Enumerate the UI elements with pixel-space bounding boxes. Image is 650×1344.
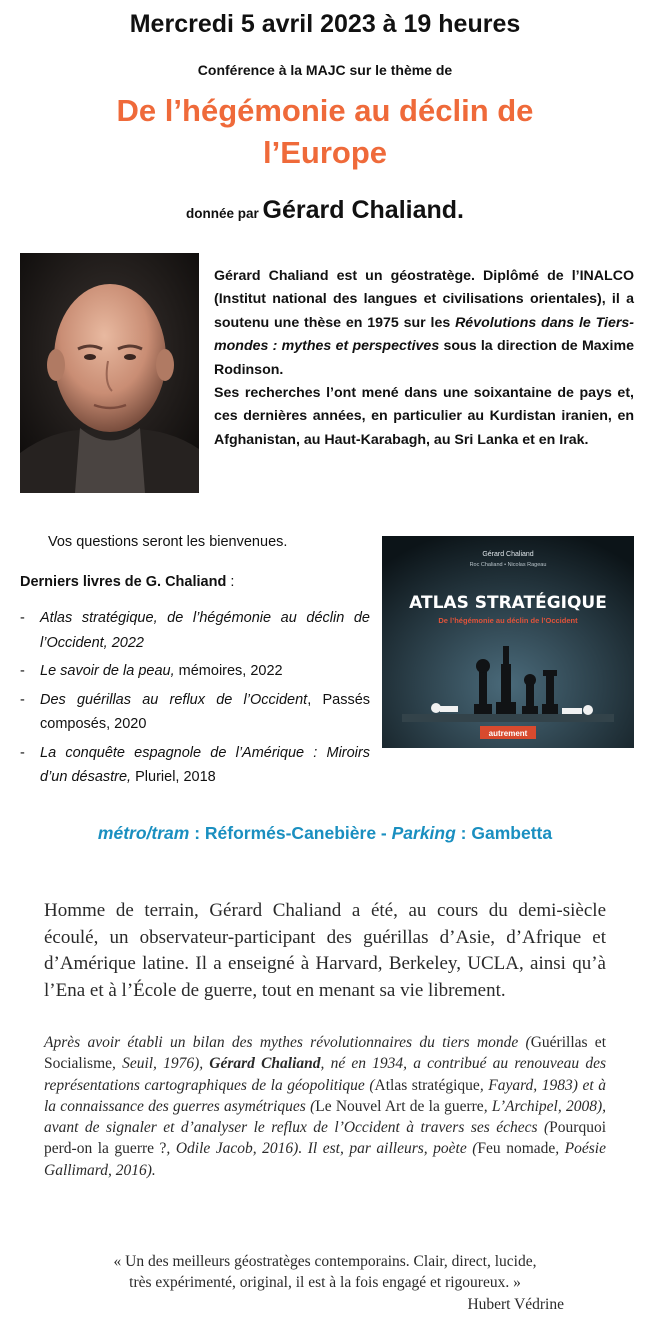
text-run: , Odile Jacob, 2016). Il est, par ailleurs, poète (	[166, 1140, 478, 1158]
quote-line-2: très expérimenté, original, il est à la fois engagé et rigoureux. »	[129, 1274, 521, 1291]
cover-coauthors: Roc Chaliand • Nicolas Rageau	[469, 562, 547, 568]
work-title: Pourquoi perd-on la guerre ?	[44, 1119, 606, 1158]
bio-text-a: Gérard Chaliand est un géostratège. Diplômé de l’INALCO (Institut national des langues et civilisations orientales), il a soutenu une thèse en 1975 sur les	[214, 268, 634, 331]
work-title: Atlas stratégique	[374, 1076, 480, 1094]
list-dash: -	[20, 744, 25, 761]
text-run: Après avoir établi un bilan des mythes révolutionnaires du tiers monde (	[44, 1034, 531, 1051]
questions-welcome: Vos questions seront les bienvenues.	[48, 534, 288, 550]
book-details: Pluriel, 2018	[131, 769, 216, 785]
given-by-label: donnée par	[186, 206, 259, 221]
conference-title	[0, 90, 650, 174]
speaker-name: Gérard Chaliand.	[262, 196, 464, 224]
transport-stop: : Réformés-Canebière -	[189, 823, 392, 843]
speaker-biography	[214, 265, 634, 452]
parking-name: : Gambetta	[455, 823, 553, 843]
text-run: , Fayard, 1983) et à la connaissance des guerres asymétriques (	[44, 1076, 606, 1115]
book-title: La conquête espagnole de l’Amérique : Miroirs d’un désastre,	[40, 744, 370, 785]
books-list	[20, 606, 370, 794]
work-title: Le Nouvel Art de la guerre	[315, 1097, 484, 1115]
quote-block	[0, 1251, 650, 1293]
book-cover-illustration	[382, 536, 634, 748]
book-details: mémoires, 2022	[174, 663, 283, 679]
transport-info	[0, 823, 650, 844]
list-item	[20, 606, 370, 655]
title-line-1: De l’hégémonie au déclin de	[116, 93, 534, 128]
list-dash: -	[20, 663, 25, 679]
list-item	[20, 659, 370, 684]
speaker-line	[0, 196, 650, 225]
cover-title: ATLAS STRATÉGIQUE	[409, 593, 607, 613]
transport-label-metro: métro/tram	[97, 823, 190, 843]
title-line-2: l’Europe	[262, 135, 387, 170]
books-heading	[20, 574, 234, 590]
books-heading-colon: :	[226, 574, 235, 590]
work-title: Guérillas et Socialisme	[44, 1034, 606, 1073]
list-dash: -	[20, 691, 25, 708]
profile-paragraph: Homme de terrain, Gérard Chaliand a été, au cours du demi-siècle écoulé, un observateur-participant des guérillas d’Asie, d’Afrique et d’Amérique latine. Il a enseigné à Harvard, Berkeley, UCLA, ainsi qu’à l’Ena et à l’École de guerre, tout en menant sa vie librement.	[44, 900, 606, 1001]
list-item	[20, 688, 370, 737]
works-paragraph	[44, 1032, 606, 1181]
portrait-illustration	[20, 253, 199, 493]
cover-publisher: autrement	[488, 729, 528, 738]
list-dash: -	[20, 610, 25, 626]
quote-author: Hubert Védrine	[467, 1296, 564, 1313]
text-run: , Seuil, 1976),	[112, 1055, 210, 1073]
event-date: Mercredi 5 avril 2023 à 19 heures	[129, 10, 521, 38]
quote-line-1: « Un des meilleurs géostratèges contemporains. Clair, direct, lucide,	[113, 1253, 537, 1270]
book-title: Atlas stratégique, de l’hégémonie au déclin de l’Occident, 2022	[40, 610, 370, 651]
work-title: Feu nomade	[477, 1140, 556, 1158]
bio-paragraph-1	[214, 265, 634, 382]
text-run: , L’Archipel, 2008), avant de signaler et d’analyser le reflux de l’Occident à travers ses échecs (	[44, 1097, 606, 1137]
thesis-title: Révolutions dans le Tiers-mondes : mythes et perspectives	[214, 314, 635, 355]
bio-paragraph-2: Ses recherches l’ont mené dans une soixantaine de pays et, ces dernières années, en particulier au Kurdistan iranien, en Afghanistan, au Haut-Karabagh, au Sri Lanka et en Irak.	[214, 385, 634, 448]
author-name: Gérard Chaliand	[209, 1055, 321, 1073]
cover-author: Gérard Chaliand	[482, 551, 534, 558]
conference-intro: Conférence à la MAJC sur le thème de	[197, 62, 453, 78]
book-title: Le savoir de la peau,	[40, 663, 175, 679]
book-cover	[382, 536, 634, 748]
cover-subtitle: De l’hégémonie au déclin de l’Occident	[438, 616, 578, 625]
speaker-photo	[20, 253, 199, 493]
bio-text-b: sous la direction de Maxime Rodinson.	[214, 338, 634, 378]
list-item	[20, 741, 370, 790]
transport-label-parking: Parking	[391, 823, 456, 843]
book-details: , Passés composés, 2020	[40, 691, 371, 732]
text-run: , né en 1934, a contribué au renouveau des représentations cartographiques de la géopolitique (	[44, 1055, 606, 1094]
text-run: , Poésie Gallimard, 2016).	[44, 1140, 606, 1179]
books-heading-text: Derniers livres de G. Chaliand	[20, 574, 227, 590]
book-title: Des guérillas au reflux de l’Occident	[40, 691, 308, 708]
